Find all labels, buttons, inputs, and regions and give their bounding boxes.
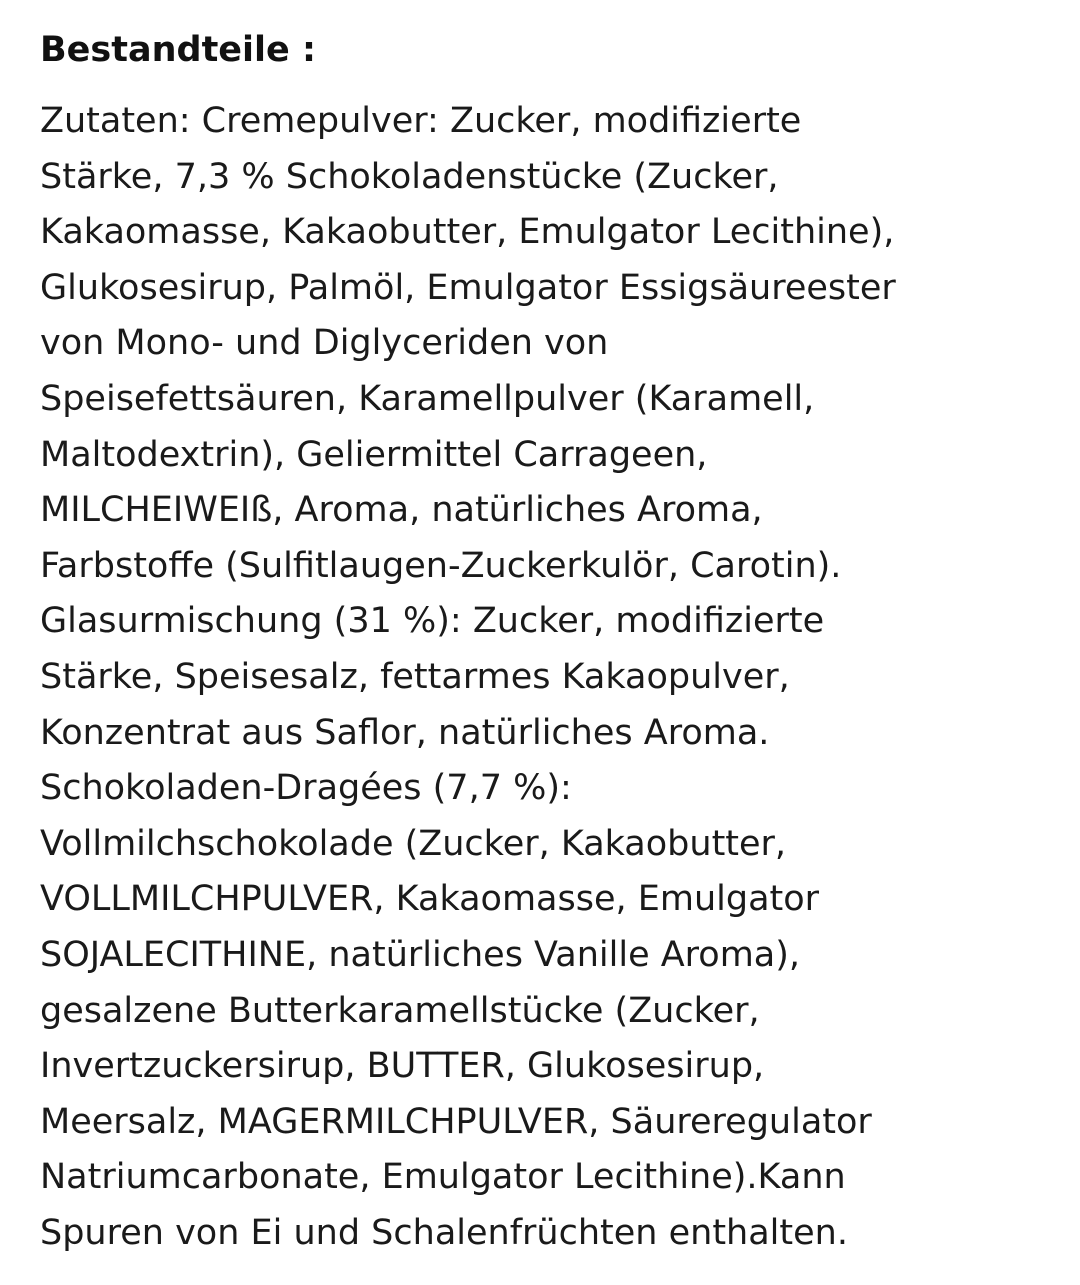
ingredients-line: Invertzuckersirup, BUTTER, Glukosesirup, [40, 1046, 765, 1087]
ingredients-line: Stärke, Speisesalz, fettarmes Kakaopulver, [40, 656, 790, 697]
ingredients-line: gesalzene Butterkaramellstücke (Zucker, [40, 990, 760, 1031]
ingredients-line: Glasurmischung (31 %): Zucker, modifizierte [40, 601, 825, 642]
ingredients-line: MILCHEIWEIß, Aroma, natürliches Aroma, [40, 490, 763, 531]
ingredients-line: Natriumcarbonate, Emulgator Lecithine).Kann [40, 1157, 846, 1198]
ingredients-line: VOLLMILCHPULVER, Kakaomasse, Emulgator [40, 879, 820, 920]
ingredients-line: Vollmilchschokolade (Zucker, Kakaobutter, [40, 823, 787, 864]
ingredients-line: Zutaten: Cremepulver: Zucker, modifizierte [40, 101, 802, 141]
ingredients-line: Glukosesirup, Palmöl, Emulgator Essigsäureester [40, 267, 896, 308]
ingredients-line: Meersalz, MAGERMILCHPULVER, Säureregulator [40, 1101, 872, 1142]
ingredients-line: SOJALECITHINE, natürliches Vanille Aroma), [40, 934, 801, 975]
ingredients-line: Spuren von Ei und Schalenfrüchten enthalten. [40, 1212, 848, 1253]
ingredients-text [40, 94, 1040, 1261]
ingredients-line: Maltodextrin), Geliermittel Carrageen, [40, 434, 708, 475]
ingredients-line: Stärke, 7,3 % Schokoladenstücke (Zucker, [40, 156, 779, 197]
ingredients-line: Farbstoffe (Sulfitlaugen-Zuckerkulör, Carotin). [40, 545, 842, 586]
ingredients-line: Speisefettsäuren, Karamellpulver (Karamell, [40, 378, 815, 419]
section-heading: Bestandteile : [40, 30, 316, 70]
ingredients-section [40, 28, 1040, 1261]
ingredients-line: Konzentrat aus Saflor, natürliches Aroma. [40, 712, 770, 753]
ingredients-line: von Mono- und Diglyceriden von [40, 323, 609, 364]
ingredients-line: Kakaomasse, Kakaobutter, Emulgator Lecithine), [40, 212, 895, 253]
ingredients-line: Schokoladen-Dragées (7,7 %): [40, 768, 572, 809]
